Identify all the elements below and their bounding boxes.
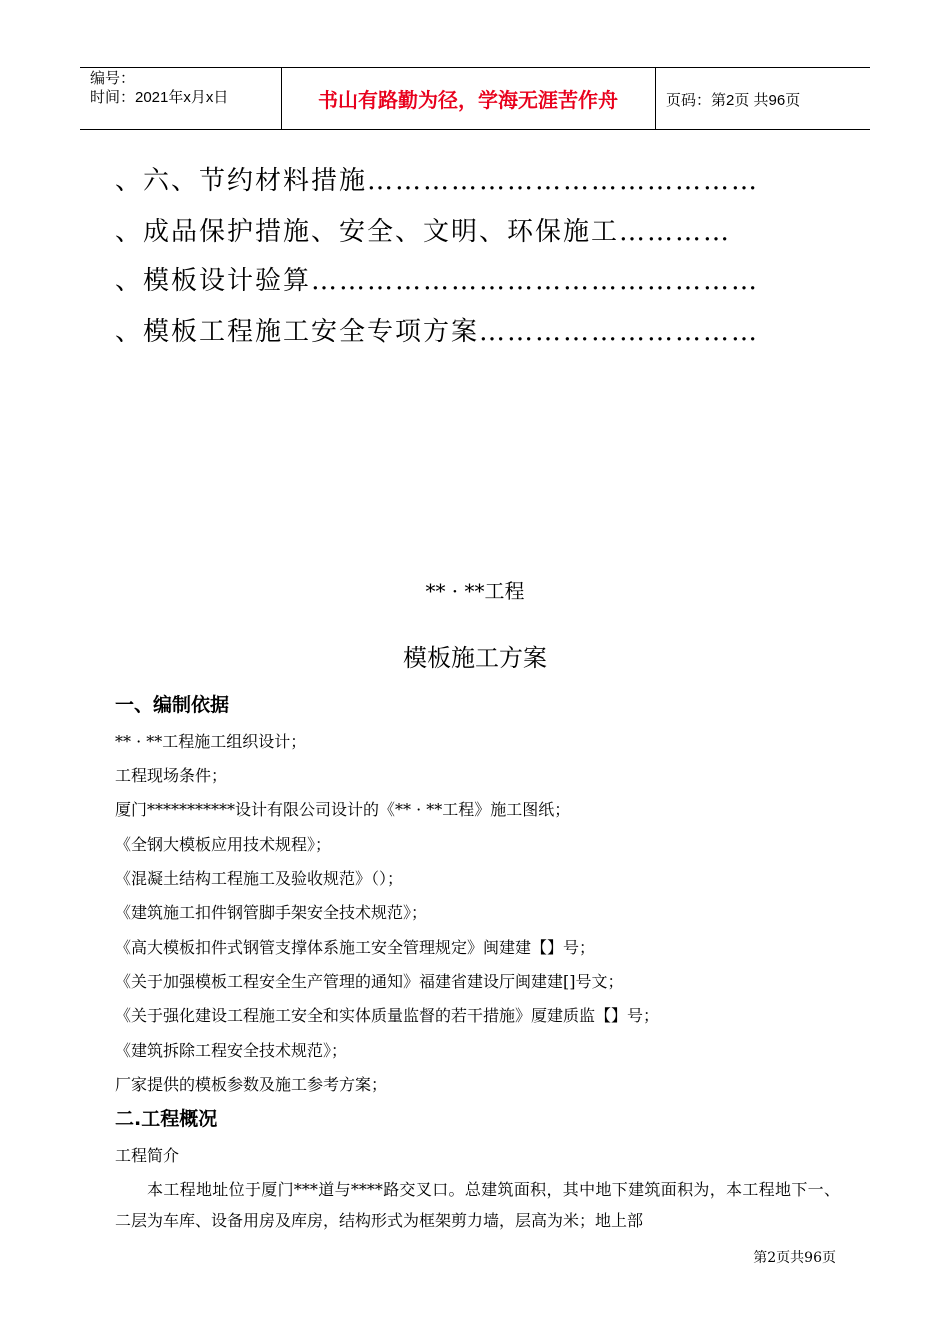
toc-item: 、六、节约材料措施…………………………………… [115,166,760,196]
toc-item: 、模板工程施工安全专项方案………………………… [115,317,760,347]
list-item: 厂家提供的模板参数及施工参考方案； [115,1075,388,1094]
header-divider [655,68,656,129]
list-item: 《高大模板扣件式钢管支撑体系施工安全管理规定》闽建建【】号； [115,938,596,957]
list-item: 《建筑施工扣件钢管脚手架安全技术规范》； [115,903,428,922]
list-item: 厦门***********设计有限公司设计的《** · **工程》施工图纸； [115,800,571,819]
section-heading: 二.工程概况 [115,1108,218,1130]
list-item: 工程现场条件； [115,766,228,785]
page-footer: 第2页共96页 [753,1250,836,1266]
list-item: ** · **工程施工组织设计； [115,732,307,751]
sub-heading: 工程简介 [115,1146,180,1165]
page-header [80,67,870,130]
list-item: 《混凝土结构工程施工及验收规范》（）； [115,869,404,888]
project-title: ** · **工程 [425,579,525,603]
list-item: 《关于强化建设工程施工安全和实体质量监督的若干措施》厦建质监【】号； [115,1006,660,1025]
list-item: 《全钢大模板应用技术规程》； [115,835,332,854]
time-label: 时间：2021年x月x日 [90,89,229,106]
number-label: 编号： [90,70,136,87]
plan-title: 模板施工方案 [403,644,547,672]
toc-item: 、模板设计验算………………………………………… [115,266,760,296]
list-item: 《关于加强模板工程安全生产管理的通知》福建省建设厅闽建建[]号文； [115,972,624,991]
body-paragraph: 本工程地址位于厦门***道与****路交叉口。总建筑面积，其中地下建筑面积为，本工程地下一、二层为车库、设备用房及库房，结构形式为框架剪力墙，层高为米；地上部 [115,1180,840,1230]
header-page-info: 页码：第2页 共96页 [666,92,801,109]
list-item: 《建筑拆除工程安全技术规范》； [115,1041,348,1060]
header-motto: 书山有路勤为径，学海无涯苦作舟 [318,88,618,112]
section-heading: 一、编制依据 [115,694,230,716]
toc-item: 、成品保护措施、安全、文明、环保施工………… [115,217,732,247]
